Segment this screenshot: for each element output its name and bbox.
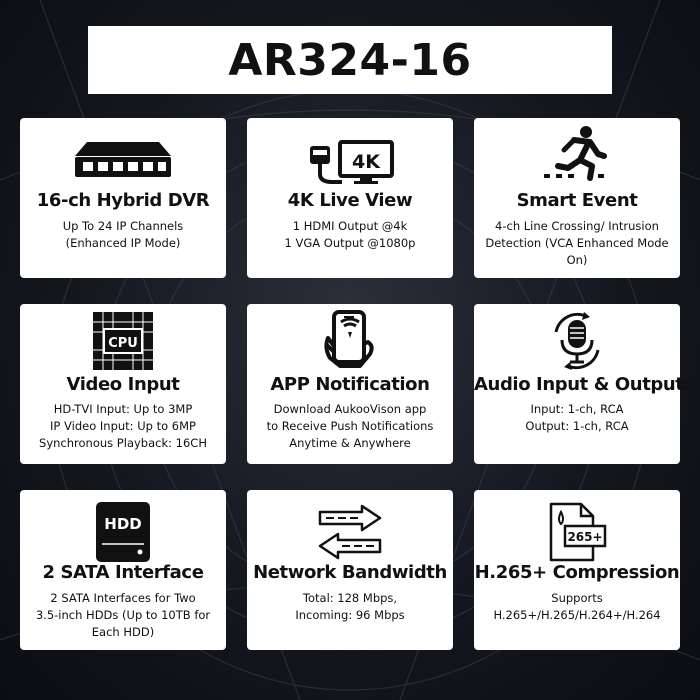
cpu-chip-icon: [93, 312, 153, 370]
desc-line: to Receive Push Notifications: [266, 419, 434, 433]
feature-card-smart-event: [474, 118, 680, 278]
feature-card-hybrid-dvr: [20, 118, 226, 278]
desc-line: Output: 1-ch, RCA: [525, 419, 629, 433]
card-title: H.265+ Compression: [474, 562, 680, 583]
card-title: Network Bandwidth: [253, 562, 447, 583]
document-h265-icon: [547, 502, 607, 562]
card-title: Audio Input & Output:: [474, 374, 691, 395]
microphone-icon: [544, 312, 610, 370]
feature-card-app-notification: [247, 304, 453, 464]
network-switch-icon: [73, 140, 173, 180]
icon-label: CPU: [108, 336, 138, 351]
hdd-icon: [96, 502, 150, 562]
feature-card-audio: [474, 304, 691, 464]
card-description: [26, 218, 220, 252]
desc-line: Anytime & Anywhere: [289, 436, 411, 450]
desc-line: Download AukooVison app: [273, 402, 427, 416]
card-title: 2 SATA Interface: [42, 562, 204, 583]
card-description: [480, 401, 674, 435]
desc-line: Up To 24 IP Channels: [62, 219, 184, 233]
feature-card-video-input: [20, 304, 226, 464]
card-description: [253, 218, 447, 252]
desc-line: 1 VGA Output @1080p: [284, 236, 416, 250]
desc-line: Input: 1-ch, RCA: [530, 402, 624, 416]
card-title: 4K Live View: [287, 190, 413, 211]
desc-line: H.265+/H.265/H.264+/H.264: [493, 608, 661, 622]
icon-label: 265+: [567, 530, 603, 544]
desc-line: 2 SATA Interfaces for Two: [50, 591, 196, 605]
desc-line: 3.5-inch HDDs (Up to 10TB for: [35, 608, 211, 622]
desc-line: Total: 128 Mbps,: [302, 591, 398, 605]
bidirectional-arrows-icon: [318, 504, 382, 560]
card-description: [480, 218, 674, 269]
feature-card-network-bandwidth: [247, 490, 453, 650]
card-title: APP Notification: [270, 374, 430, 395]
feature-card-4k-live-view: [247, 118, 453, 278]
icon-label: HDD: [104, 515, 142, 533]
desc-line: On): [566, 253, 588, 267]
card-title: Video Input: [66, 374, 180, 395]
desc-line: Incoming: 96 Mbps: [295, 608, 405, 622]
desc-line: Synchronous Playback: 16CH: [39, 436, 207, 450]
desc-line: Detection (VCA Enhanced Mode: [485, 236, 669, 250]
icon-label: 4K: [352, 151, 380, 173]
running-person-icon: [542, 124, 612, 182]
product-title-banner: [88, 26, 612, 94]
hand-phone-icon: [320, 308, 380, 370]
product-title: AR324-16: [228, 34, 472, 86]
desc-line: 1 HDMI Output @4k: [292, 219, 408, 233]
desc-line: Supports: [551, 591, 603, 605]
card-description: [253, 401, 447, 452]
card-title: 16-ch Hybrid DVR: [36, 190, 210, 211]
feature-card-h265: [474, 490, 680, 650]
card-description: [253, 590, 447, 624]
desc-line: 4-ch Line Crossing/ Intrusion: [495, 219, 659, 233]
feature-card-sata: [20, 490, 226, 650]
hdmi-4k-monitor-icon: [302, 138, 398, 186]
desc-line: Each HDD): [91, 625, 155, 639]
desc-line: IP Video Input: Up to 6MP: [50, 419, 196, 433]
desc-line: (Enhanced IP Mode): [65, 236, 181, 250]
card-description: [480, 590, 674, 624]
card-title: Smart Event: [516, 190, 638, 211]
card-description: [26, 401, 220, 452]
desc-line: HD-TVI Input: Up to 3MP: [53, 402, 193, 416]
card-description: [26, 590, 220, 641]
